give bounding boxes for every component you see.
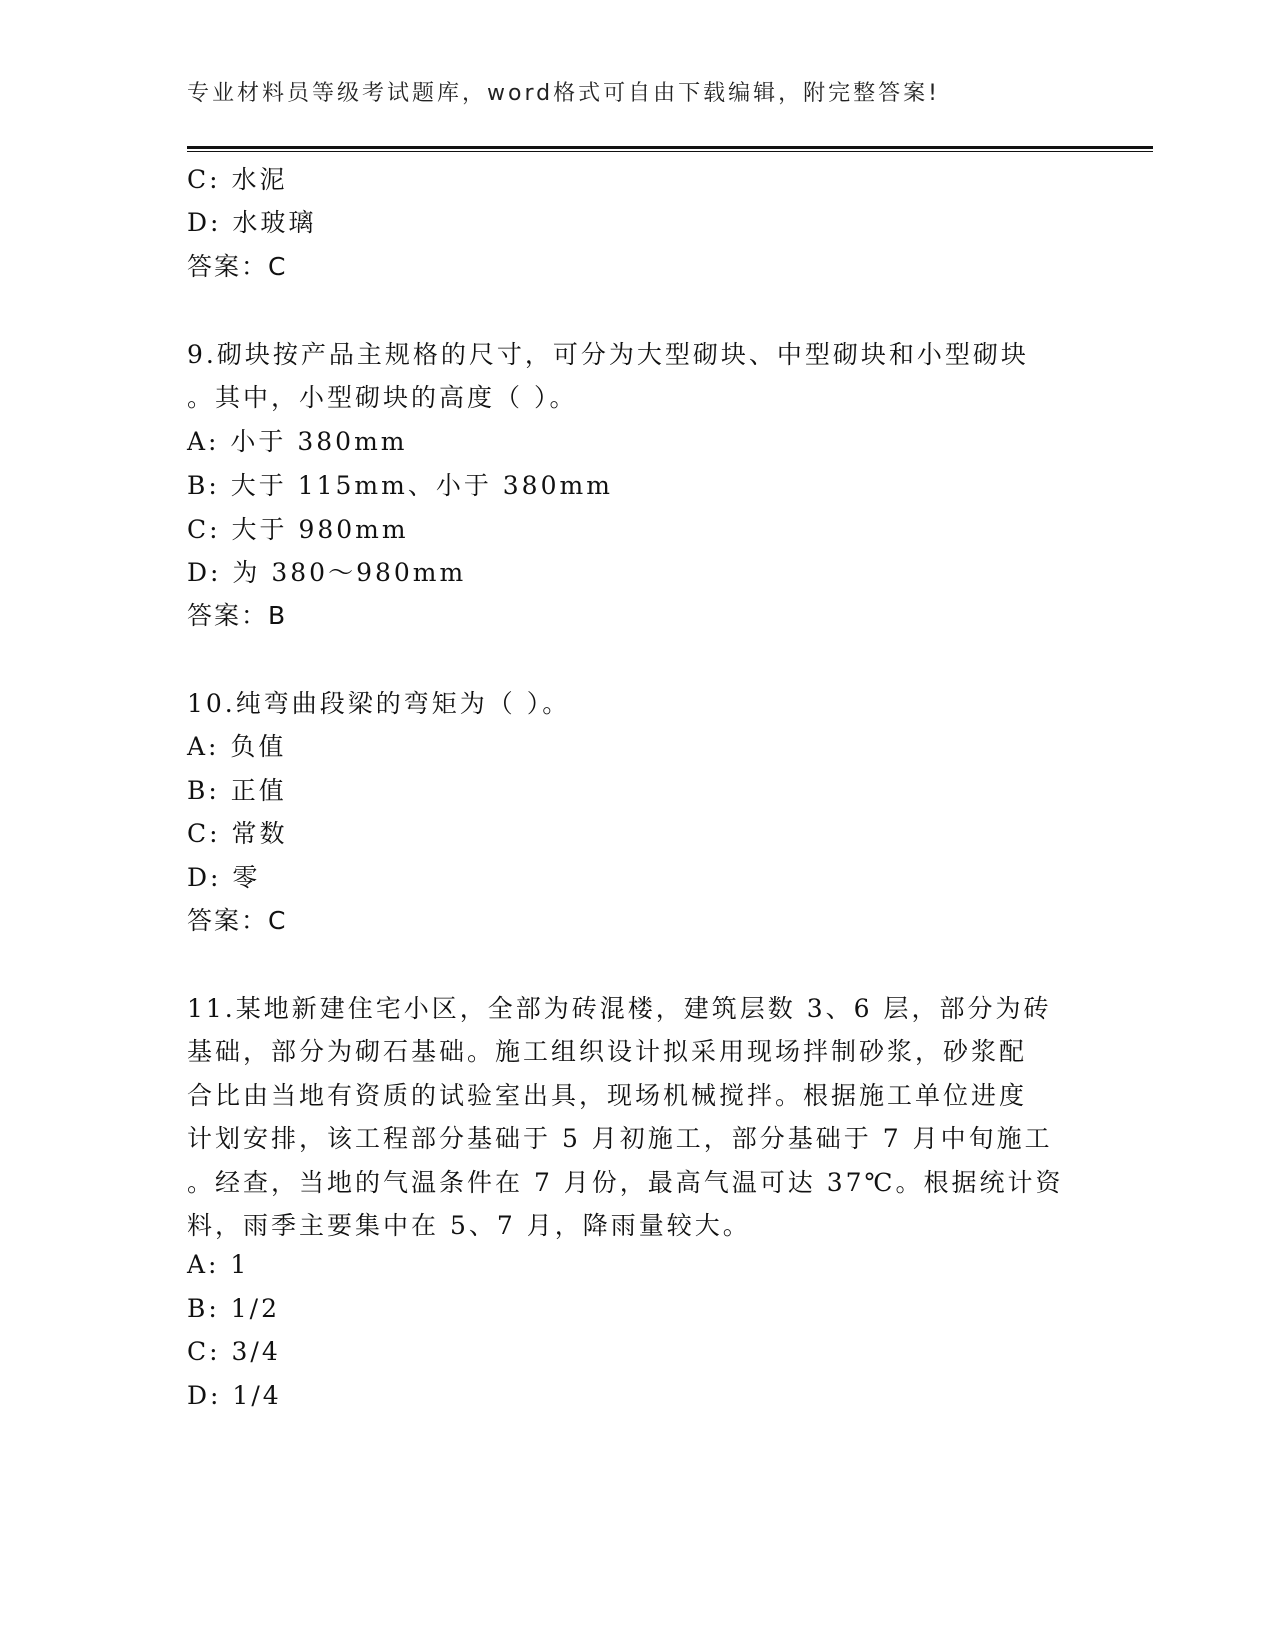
question-9-text-cont: 。其中，小型砌块的高度（ ）。 — [187, 383, 578, 412]
answer: 答案：C — [187, 252, 288, 281]
page-header: 专业材料员等级考试题库，word格式可自由下载编辑，附完整答案! — [187, 81, 940, 106]
option-c: C: 3/4 — [187, 1337, 281, 1366]
option-c: C: 大于 980mm — [187, 515, 409, 544]
question-9-text: 9.砌块按产品主规格的尺寸，可分为大型砌块、中型砌块和小型砌块 — [187, 340, 1029, 369]
question-11-text-cont: 合比由当地有资质的试验室出具，现场机械搅拌。根据施工单位进度 — [187, 1081, 1028, 1110]
option-c: C: 水泥 — [187, 165, 288, 194]
option-a: A: 负值 — [187, 732, 287, 761]
question-11-text-cont: 计划安排，该工程部分基础于 5 月初施工，部分基础于 7 月中旬施工 — [187, 1124, 1053, 1153]
option-b: B: 1/2 — [187, 1294, 280, 1323]
header-rule — [187, 146, 1153, 149]
question-11-text-cont: 料，雨季主要集中在 5、7 月，降雨量较大。 — [187, 1211, 751, 1240]
option-c: C: 常数 — [187, 819, 288, 848]
option-d: D: 1/4 — [187, 1381, 282, 1410]
option-d: D: 零 — [187, 863, 261, 892]
question-11-text: 11.某地新建住宅小区，全部为砖混楼，建筑层数 3、6 层，部分为砖 — [187, 994, 1052, 1023]
option-b: B: 正值 — [187, 776, 287, 805]
header-rule-thin — [187, 151, 1153, 152]
question-11-text-cont: 。经查，当地的气温条件在 7 月份，最高气温可达 37℃。根据统计资 — [187, 1168, 1064, 1197]
option-d: D: 水玻璃 — [187, 208, 317, 237]
answer: 答案：B — [187, 601, 288, 630]
option-d: D: 为 380～980mm — [187, 558, 467, 587]
option-a: A: 1 — [187, 1250, 250, 1279]
option-b: B: 大于 115mm、小于 380mm — [187, 471, 613, 500]
option-a: A: 小于 380mm — [187, 427, 408, 456]
answer: 答案：C — [187, 906, 288, 935]
question-10-text: 10.纯弯曲段梁的弯矩为（ ）。 — [187, 689, 571, 718]
question-11-text-cont: 基础，部分为砌石基础。施工组织设计拟采用现场拌制砂浆，砂浆配 — [187, 1037, 1028, 1066]
